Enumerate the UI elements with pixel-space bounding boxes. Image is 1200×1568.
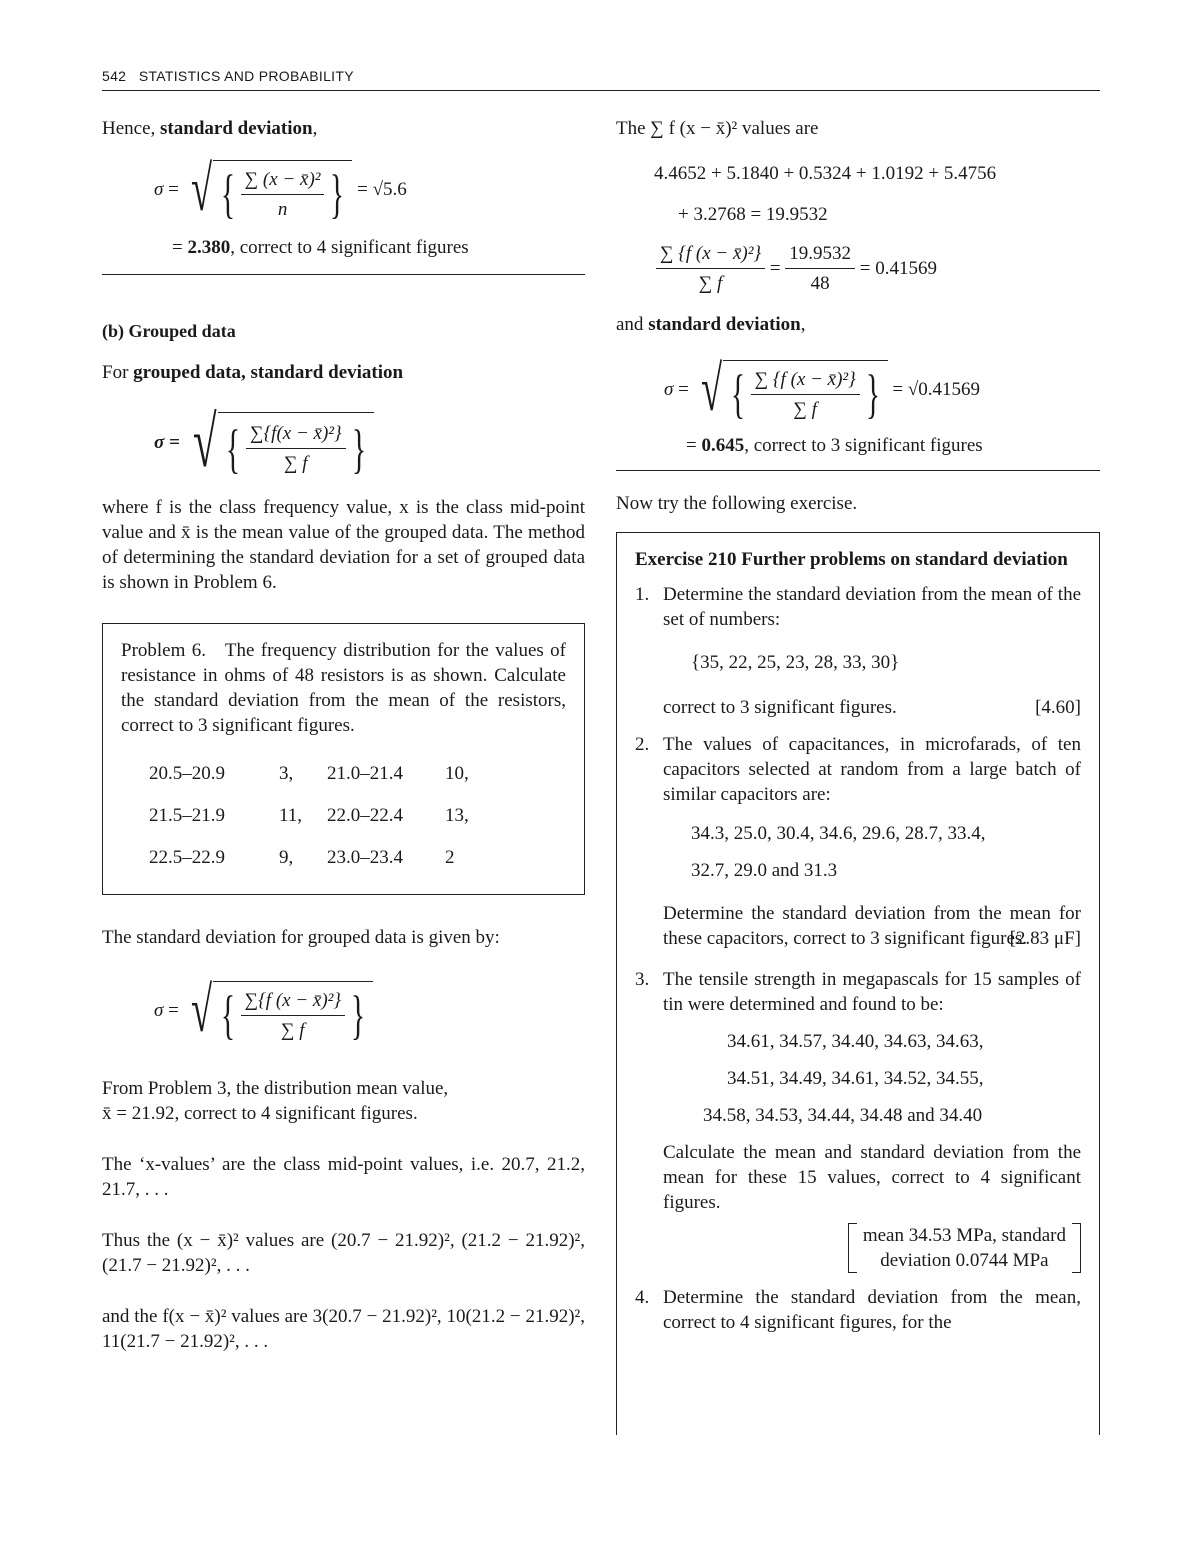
mean-value: x̄ = 21.92, correct to 4 significant figures.: [102, 1103, 418, 1124]
sd-given-by: The standard deviation for grouped data is given by:: [102, 927, 500, 948]
exercise-title: Exercise 210 Further problems on standard deviation: [635, 549, 1068, 570]
and-sd-bold: standard deviation: [648, 314, 801, 335]
ratio-result: = 0.41569: [859, 258, 937, 279]
result1-value: 2.380: [187, 237, 231, 258]
running-title: STATISTICS AND PROBABILITY: [138, 68, 354, 84]
sum-values-intro: The ∑ f (x − x̄)² values are: [616, 118, 819, 139]
page-number: 542: [102, 68, 127, 84]
exercise-item-1: 1. Determine the standard deviation from the mean of the set of numbers: {35, 22, 25, 23, 28, 33, 30} correct to 3 significant figures. [4.60]: [635, 584, 1081, 718]
and-sd-line: and standard deviation,: [616, 314, 806, 335]
problem6-box: [102, 623, 585, 895]
ratio-equation: $\frac{\text{∑ \{f (x − x̄)²\}}}{\sum f}$ = $\frac{19.9532}{48}$ = 0.41569: [656, 241, 1100, 296]
exercise-item-3: 3. The tensile strength in megapascals for 15 samples of tin were determined and found to be: 34.61, 34.57, 34.40, 34.63, 34.63, 34.51, 34.49, 34.61, 34.52, 34.55, 34.58, 34.53, 34.44, 34.48 and 34.40 Calculate the mean and standard deviation from the mean for these 15 values, correct to 4 significant figures. mean 34.53 MPa, standard deviation 0.0744 MPa: [635, 969, 1081, 1271]
answer-3: mean 34.53 MPa, standard deviation 0.0744 MPa: [663, 1223, 1081, 1273]
table-row: 22.5–22.9 9, 23.0–23.4 2: [149, 846, 455, 868]
sigma2-rhs: = √0.41569: [892, 378, 981, 400]
ratio-numerator: 19.9532: [785, 241, 855, 269]
grouped-intro: For grouped data, standard deviation: [102, 362, 404, 383]
grouped-description: where f is the class frequency value, x is the class mid-point value and x̄ is the mean value of the grouped data. The method of determining the standard deviation for a set of grouped data is shown in Problem 6.: [102, 497, 585, 593]
sum-line-2: + 3.2768 = 19.9532: [678, 204, 828, 225]
hence-bold: standard deviation: [160, 118, 313, 139]
section-divider-right: [616, 470, 1100, 471]
section-divider: [102, 274, 585, 275]
sigma-ungrouped-formula: σ = √ { $\frac{\text{∑ (x − x̄)²}}{n}$ } = √5.6: [154, 153, 407, 224]
grouped-heading: (b) Grouped data: [102, 321, 236, 341]
left-column: [102, 112, 585, 1354]
answer-2: [2.83 μF]: [1009, 928, 1081, 949]
table-row: 21.5–21.9 11, 22.0–22.4 13,: [149, 804, 469, 826]
and-line: and the f(x − x̄)² values are 3(20.7 − 21.92)², 10(21.2 − 21.92)², 11(21.7 − 21.92)², . . .: [102, 1306, 585, 1352]
ratio-denominator: 48: [810, 273, 830, 294]
exercise-item-2: 2. The values of capacitances, in microfarads, of ten capacitors selected at random from a large batch of similar capacitors are: 34.3, 25.0, 30.4, 34.6, 29.6, 28.7, 33.4, 32.7, 29.0 and 31.3 Determine the standard deviation from the mean for these capacitors, correct to 3 significant figures. [2.83 μF]: [635, 734, 1081, 949]
hence-line: Hence, standard deviation,: [102, 118, 318, 139]
result1-line: = 2.380, correct to 4 significant figures: [172, 237, 469, 258]
x-values-line: The ‘x-values’ are the class mid-point values, i.e. 20.7, 21.2, 21.7, . . .: [102, 1154, 585, 1200]
sigma-grouped-formula-2: σ = √ { $\frac{\text{∑\{f (x − x̄)²\}}}{\sum f}$ }: [154, 970, 585, 1050]
frequency-table: [149, 752, 469, 878]
answer-1: [4.60]: [1035, 697, 1081, 718]
sigma-result-formula: σ = √ { $\frac{\text{∑ \{f (x − x̄)²\}}}{\sum f}$ } = √0.41569: [664, 353, 981, 424]
right-column: [616, 112, 1100, 1435]
sum-line-1: 4.4652 + 5.1840 + 0.5324 + 1.0192 + 5.4756: [654, 163, 997, 184]
problem6-title: Problem 6.: [121, 640, 207, 661]
thus-line: Thus the (x − x̄)² values are (20.7 − 21.92)², (21.2 − 21.92)², (21.7 − 21.92)², . . .: [102, 1230, 585, 1276]
result2-line: = 0.645, correct to 3 significant figures: [686, 435, 983, 456]
running-header: [102, 68, 1100, 91]
exercise-item-4: 4. Determine the standard deviation from the mean, correct to 4 significant figures, for the: [635, 1287, 1081, 1333]
result2-value: 0.645: [701, 435, 745, 456]
sigma-grouped-formula: σ = √ { $\frac{\text{∑\{f(x − x̄)²\}}}{\sum f}$ }: [154, 399, 585, 485]
problem6-statement: [121, 638, 566, 738]
problem6-text: The frequency distribution for the values of resistance in ohms of 48 resistors is as shown. Calculate the standard deviation from the mean of the resistors, correct to 3 significant figures.: [121, 640, 566, 736]
exercise-box: [616, 532, 1100, 1435]
from-problem3: From Problem 3, the distribution mean value,: [102, 1078, 449, 1099]
table-row: 20.5–20.9 3, 21.0–21.4 10,: [149, 762, 469, 784]
sigma1-rhs: = √5.6: [357, 178, 407, 200]
now-try: Now try the following exercise.: [616, 493, 858, 514]
